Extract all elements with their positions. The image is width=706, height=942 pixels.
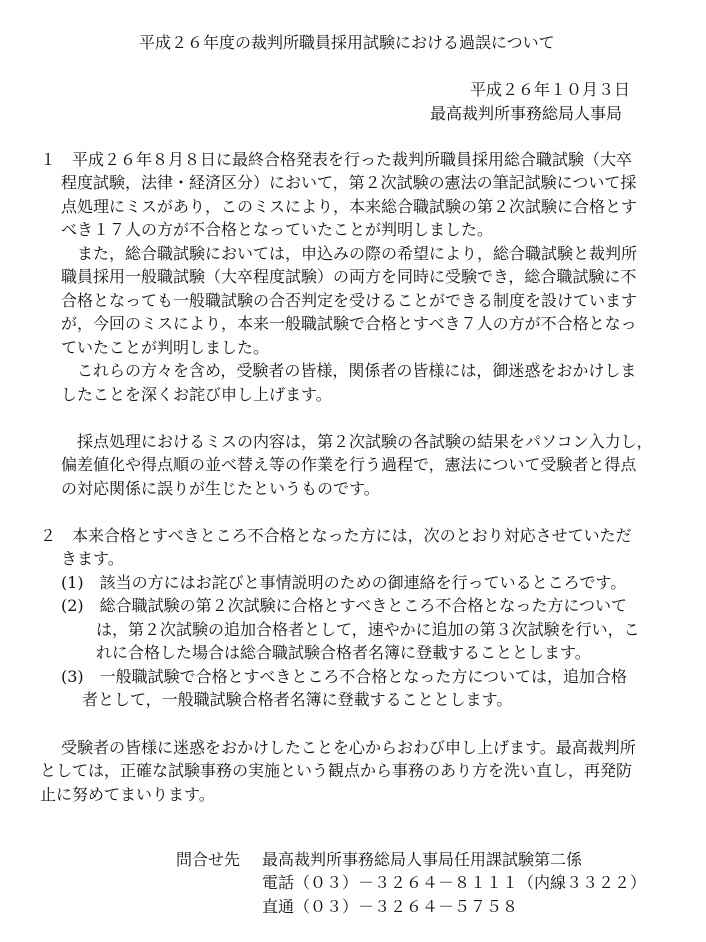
contact-direct: 直通（０３）－３２６４－５７５８ bbox=[262, 897, 519, 916]
section2-line: (2) 総合職試験の第２次試験に合格とすべきところ不合格となった方について bbox=[61, 596, 628, 615]
section1-line: べき１７人の方が不合格となっていたことが判明しました。 bbox=[61, 220, 494, 239]
section1-line: 程度試験，法律・経済区分）において，第２次試験の憲法の筆記試験について採 bbox=[61, 173, 637, 192]
section1-line: １ 平成２６年８月８日に最終合格発表を行った裁判所職員採用総合職試験（大卒 bbox=[40, 150, 633, 169]
section1-line: 職員採用一般職試験（大卒程度試験）の両方を同時に受験でき，総合職試験に不 bbox=[61, 267, 637, 286]
section1-line: これらの方々を含め，受験者の皆様，関係者の皆様には，御迷惑をおかけしま bbox=[77, 361, 637, 380]
section2-line: (1) 該当の方にはお詫びと事情説明のための御連絡を行っているところです。 bbox=[61, 573, 627, 592]
section2-line: は，第２次試験の追加合格者として，速やかに追加の第３次試験を行い，こ bbox=[96, 620, 640, 639]
detail-line: 偏差値化や得点順の並べ替え等の作業を行う過程で，憲法について受験者と得点 bbox=[61, 455, 637, 474]
section1-line: また，総合職試験においては，申込みの際の希望により，総合職試験と裁判所 bbox=[77, 244, 638, 263]
section2-line: ２ 本来合格とすべきところ不合格となった方には，次のとおり対応させていただ bbox=[40, 526, 632, 545]
issuer-office: 最高裁判所事務総局人事局 bbox=[430, 104, 623, 123]
section1-line: したことを深くお詫び申し上げます。 bbox=[61, 385, 332, 404]
detail-line: の対応関係に誤りが生じたというものです。 bbox=[61, 479, 380, 498]
detail-line: 採点処理におけるミスの内容は，第２次試験の各試験の結果をパソコン入力し， bbox=[77, 432, 653, 451]
section2-line: 者として，一般職試験合格者名簿に登載することとします。 bbox=[82, 690, 513, 709]
closing-line: 受験者の皆様に迷惑をおかけしたことを心からおわび申し上げます。最高裁判所 bbox=[61, 738, 636, 757]
section2-line: れに合格した場合は総合職試験合格者名簿に登載することとします。 bbox=[96, 643, 591, 662]
section2-line: (3) 一般職試験で合格とすべきところ不合格となった方については，追加合格 bbox=[61, 667, 628, 686]
section2-line: きます。 bbox=[61, 549, 124, 568]
section1-line: が，今回のミスにより，本来一般職試験で合格とすべき７人の方が不合格となっ bbox=[61, 314, 637, 333]
contact-label: 問合せ先 bbox=[176, 850, 241, 869]
closing-line: 止に努めてまいります。 bbox=[40, 785, 215, 804]
section1-line: 点処理にミスがあり，このミスにより，本来総合職試験の第２次試験に合格とす bbox=[61, 197, 638, 216]
contact-department: 最高裁判所事務総局人事局任用課試験第二係 bbox=[262, 850, 583, 869]
closing-line: としては，正確な試験事務の実施という観点から事務のあり方を洗い直し，再発防 bbox=[40, 761, 633, 780]
section1-line: ていたことが判明しました。 bbox=[61, 338, 270, 357]
page-title: 平成２６年度の裁判所職員採用試験における過誤について bbox=[139, 33, 555, 52]
issue-date: 平成２６年１０月３日 bbox=[470, 80, 631, 99]
contact-phone: 電話（０３）－３２６４－８１１１（内線３３２２） bbox=[262, 873, 647, 892]
section1-line: 合格となっても一般職試験の合否判定を受けることができる制度を設けています bbox=[61, 291, 638, 310]
